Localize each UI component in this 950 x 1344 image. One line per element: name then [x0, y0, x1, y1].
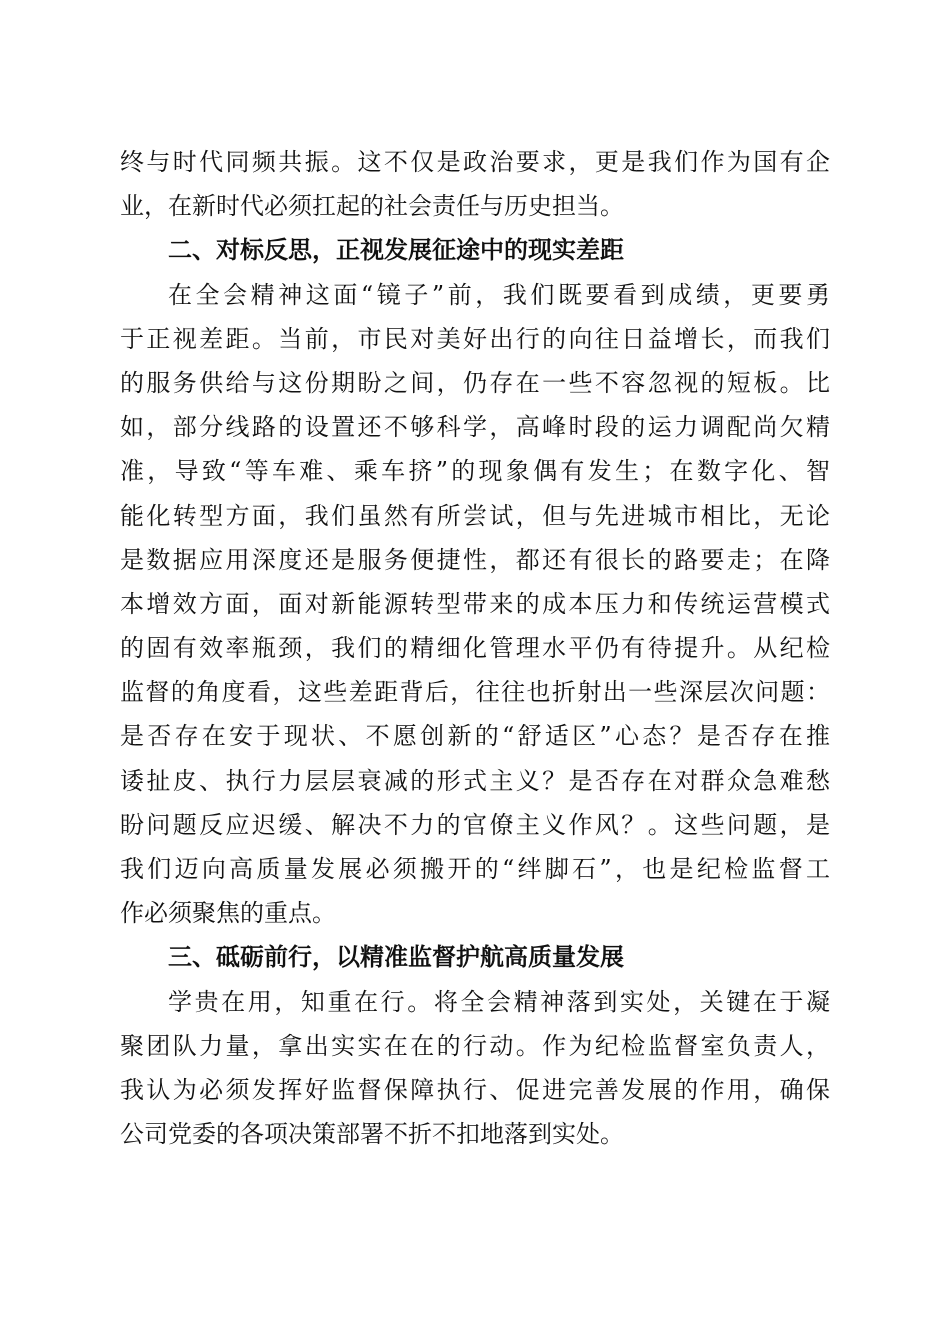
- paragraph-line: 公司党委的各项决策部署不折不扣地落到实处。: [120, 1120, 624, 1149]
- paragraph-line: 是否存在安于现状、不愿创新的“舒适区”心态？是否存在推: [120, 722, 830, 751]
- document-page: [120, 140, 830, 1156]
- paragraph-line: 监督的角度看，这些差距背后，往往也折射出一些深层次问题：: [120, 678, 830, 707]
- paragraph-line: 能化转型方面，我们虽然有所尝试，但与先进城市相比，无论: [120, 501, 830, 530]
- paragraph-line: 在全会精神这面“镜子”前，我们既要看到成绩，更要勇: [168, 280, 830, 309]
- section-heading: 三、砥砺前行，以精准监督护航高质量发展: [168, 943, 624, 972]
- paragraph-line: 是数据应用深度还是服务便捷性，都还有很长的路要走；在降: [120, 545, 830, 574]
- paragraph-line: 作必须聚焦的重点。: [120, 899, 336, 928]
- paragraph-line: 我认为必须发挥好监督保障执行、促进完善发展的作用，确保: [120, 1075, 830, 1104]
- paragraph-line: 我们迈向高质量发展必须搬开的“绊脚石”，也是纪检监督工: [120, 855, 830, 883]
- paragraph-line: 如，部分线路的设置还不够科学，高峰时段的运力调配尚欠精: [120, 413, 830, 442]
- paragraph-line: 准，导致“等车难、乘车挤”的现象偶有发生；在数字化、智: [120, 457, 830, 486]
- paragraph-line: 的固有效率瓶颈，我们的精细化管理水平仍有待提升。从纪检: [120, 634, 830, 663]
- paragraph-line: 业，在新时代必须扛起的社会责任与历史担当。: [120, 192, 624, 221]
- paragraph-line: 的服务供给与这份期盼之间，仍存在一些不容忽视的短板。比: [120, 368, 830, 397]
- paragraph-line: 终与时代同频共振。这不仅是政治要求，更是我们作为国有企: [120, 148, 830, 176]
- section-heading: 二、对标反思，正视发展征途中的现实差距: [168, 236, 624, 265]
- paragraph-line: 学贵在用，知重在行。将全会精神落到实处，关键在于凝: [168, 987, 830, 1016]
- paragraph-line: 诿扯皮、执行力层层衰减的形式主义？是否存在对群众急难愁: [120, 766, 830, 795]
- paragraph-line: 于正视差距。当前，市民对美好出行的向往日益增长，而我们: [120, 324, 830, 353]
- paragraph-line: 盼问题反应迟缓、解决不力的官僚主义作风？。这些问题，是: [120, 810, 830, 839]
- paragraph-line: 本增效方面，面对新能源转型带来的成本压力和传统运营模式: [120, 589, 830, 618]
- paragraph-line: 聚团队力量，拿出实实在在的行动。作为纪检监督室负责人，: [120, 1031, 830, 1060]
